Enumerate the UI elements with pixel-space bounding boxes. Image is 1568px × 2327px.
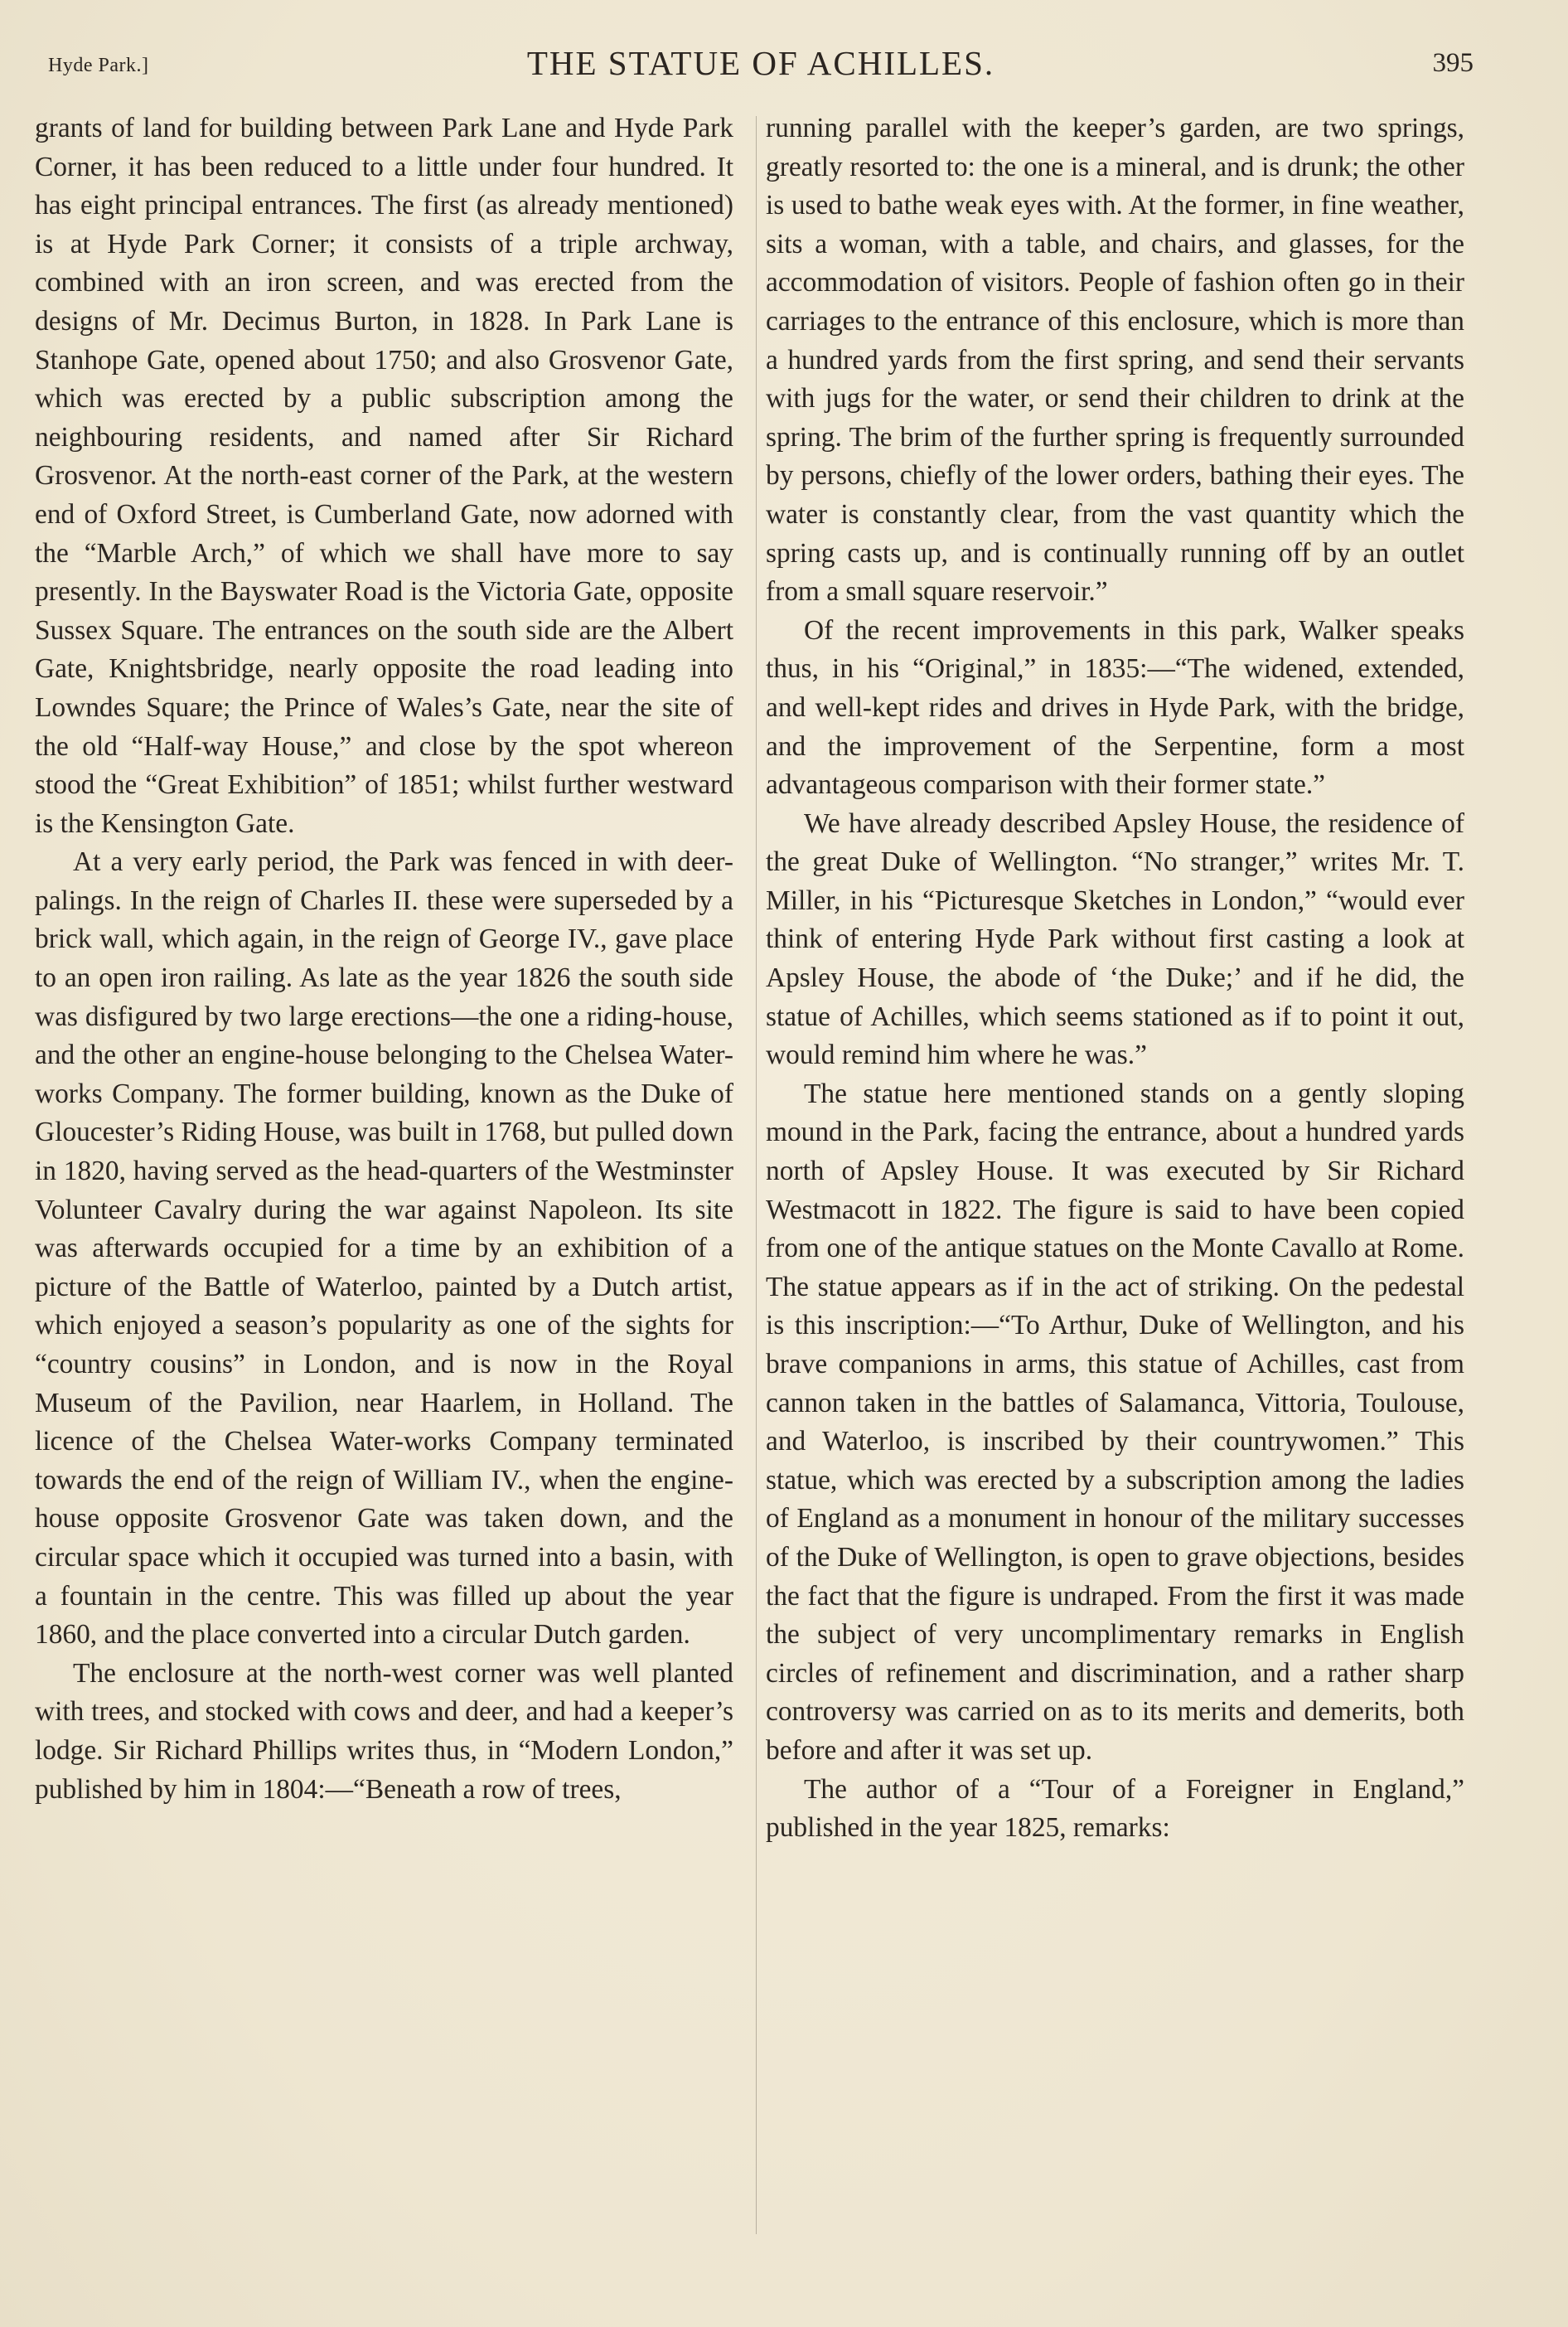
running-section-label: Hyde Park.]	[48, 55, 149, 76]
paragraph: grants of land for building between Park Lane and Hyde Park Corner, it has been reduced to a little under four hundred. It has eight principal entrances. The first (as already mentioned) is at Hyde Park Corner; it consists of a triple archway, combined with an iron screen, and was erected from the designs of Mr. Decimus Burton, in 1828. In Park Lane is Stanhope Gate, opened about 1750; and also Grosvenor Gate, which was erected by a public subscription among the neighbouring residents, and named after Sir Richard Grosvenor. At the north-east corner of the Park, at the western end of Oxford Street, is Cumberland Gate, now adorned with the “Marble Arch,” of which we shall have more to say presently. In the Bayswater Road is the Victoria Gate, opposite Sussex Square. The entrances on the south side are the Albert Gate, Knightsbridge, nearly opposite the road leading into Lowndes Square; the Prince of Wales’s Gate, near the site of the old “Half-way House,” and close by the spot whereon stood the “Great Exhibition” of 1851; whilst further westward is the Kensington Gate.	[35, 113, 733, 839]
left-column	[35, 109, 733, 1809]
right-column	[766, 109, 1464, 1848]
paragraph: running parallel with the keeper’s garden, are two springs, greatly resorted to: the one is a mineral, and is drunk; the other is used to bathe weak eyes with. At the former, in fine weather, sits a woman, with a table, and chairs, and glasses, for the accommodation of visitors. People of fashion often go in their carriages to the entrance of this enclosure, which is more than a hundred yards from the first spring, and send their servants with jugs for the water, or send their children to drink at the spring. The brim of the further spring is frequently surrounded by persons, chiefly of the lower orders, bathing their eyes. The water is constantly clear, from the vast quantity which the spring casts up, and is continually running off by an outlet from a small square reservoir.”	[766, 113, 1464, 608]
paragraph: The enclosure at the north-west corner was well planted with trees, and stocked with cows and deer, and had a keeper’s lodge. Sir Richard Phillips writes thus, in “Modern London,” published by him in 1804:—“Beneath a row of trees,	[35, 1657, 733, 1805]
paragraph: The author of a “Tour of a Foreigner in England,” published in the year 1825, remarks:	[766, 1773, 1464, 1844]
running-header	[48, 43, 1474, 85]
page-number: 395	[1432, 48, 1474, 78]
paragraph: Of the recent improvements in this park, Walker speaks thus, in his “Original,” in 1835:—“The widened, extended, and well-kept rides and drives in Hyde Park, with the bridge, and the improvement of the Serpentine, form a most advantageous comparison with their former state.”	[766, 614, 1464, 801]
column-divider	[756, 116, 757, 2234]
running-title: THE STATUE OF ACHILLES.	[526, 44, 995, 82]
paragraph: At a very early period, the Park was fenced in with deer-palings. In the reign of Charles II. these were superseded by a brick wall, which again, in the reign of George IV., gave place to an open iron railing. As late as the year 1826 the south side was disfigured by two large erections—the one a riding-house, and the other an engine-house belonging to the Chelsea Water-works Company. The former building, known as the Duke of Gloucester’s Riding House, was built in 1768, but pulled down in 1820, having served as the head-quarters of the Westminster Volunteer Cavalry during the war against Napoleon. Its site was afterwards occupied for a time by an exhibition of a picture of the Battle of Waterloo, painted by a Dutch artist, which enjoyed a season’s popularity as one of the sights for “country cousins” in London, and is now in the Royal Museum of the Pavilion, near Haarlem, in Holland. The licence of the Chelsea Water-works Company terminated towards the end of the reign of William IV., when the engine-house opposite Grosvenor Gate was taken down, and the circular space which it occupied was turned into a basin, with a fountain in the centre. This was filled up about the year 1860, and the place converted into a circular Dutch garden.	[35, 846, 733, 1651]
paragraph: We have already described Apsley House, the residence of the great Duke of Wellington. “No stranger,” writes Mr. T. Miller, in his “Picturesque Sketches in London,” “would ever think of entering Hyde Park without first casting a look at Apsley House, the abode of ‘the Duke;’ and if he did, the statue of Achilles, which seems stationed as if to point it out, would remind him where he was.”	[766, 807, 1464, 1071]
paragraph: The statue here mentioned stands on a gently sloping mound in the Park, facing the entrance, about a hundred yards north of Apsley House. It was executed by Sir Richard Westmacott in 1822. The figure is said to have been copied from one of the antique statues on the Monte Cavallo at Rome. The statue appears as if in the act of striking. On the pedestal is this inscription:—“To Arthur, Duke of Wellington, and his brave companions in arms, this statue of Achilles, cast from cannon taken in the battles of Salamanca, Vittoria, Toulouse, and Waterloo, is inscribed by their countrywomen.” This statue, which was erected by a subscription among the ladies of England as a monument in honour of the military successes of the Duke of Wellington, is open to grave objections, besides the fact that the figure is undraped. From the first it was made the subject of very uncomplimentary remarks in English circles of refinement and discrimination, and a rather sharp controversy was carried on as to its merits and demerits, both before and after it was set up.	[766, 1078, 1464, 1766]
